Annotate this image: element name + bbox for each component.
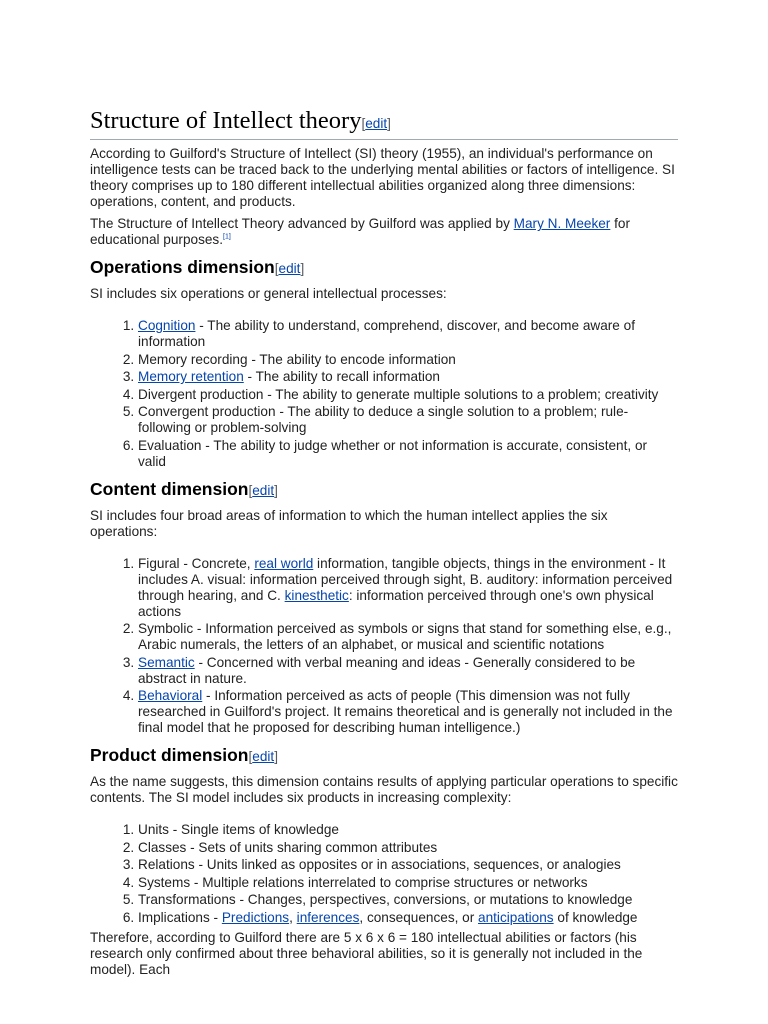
- content-edit-link[interactable]: edit: [252, 482, 275, 498]
- conclusion-paragraph: Therefore, according to Guilford there are 5 x 6 x 6 = 180 intellectual abilities or factors (his research only confirmed about three behavioral abilities, so it is generally not included in the model). Each: [90, 929, 643, 977]
- product-intro: As the name suggests, this dimension contains results of applying particular operations to specific contents. The SI model includes six products in increasing complexity:: [90, 774, 678, 805]
- operations-edit-link[interactable]: edit: [278, 261, 301, 276]
- article-body: [90, 106, 678, 984]
- operations-edit-section: [edit]: [274, 261, 305, 276]
- list-item: 3. Relations - Units linked as opposites or in associations, sequences, or analogies: [138, 857, 678, 873]
- list-item: 5. Convergent production - The ability to deduce a single solution to a problem; rule-following or problem-solving: [138, 404, 678, 436]
- list-item: 4. Systems - Multiple relations interrelated to comprise structures or networks: [138, 875, 678, 891]
- list-item: 3. Semantic - Concerned with verbal meaning and ideas - Generally considered to be abstract in nature.: [138, 655, 678, 687]
- product-edit-section: [edit]: [248, 749, 278, 764]
- kinesthetic-link[interactable]: kinesthetic: [284, 587, 349, 603]
- product-heading: Product dimension[edit]: [90, 745, 278, 765]
- memory-retention-link[interactable]: Memory retention: [138, 369, 244, 384]
- content-list: [90, 556, 678, 737]
- list-item: 3. Memory retention - The ability to recall information: [138, 369, 678, 385]
- anticipations-link[interactable]: anticipations: [478, 909, 554, 925]
- operations-heading: Operations dimension[edit]: [90, 257, 305, 277]
- behavioral-link[interactable]: Behavioral: [138, 688, 203, 703]
- list-item: 1. Figural - Concrete, real world information, tangible objects, things in the environment - It includes A. visual: information perceived through sight, B. auditory: information perceived through hearing, and C. kinesthetic: information perceived through one's own physical actions: [138, 556, 678, 620]
- semantic-link[interactable]: Semantic: [138, 654, 195, 670]
- meeker-paragraph: The Structure of Intellect Theory advanced by Guilford was applied by Mary N. Meeker for educational purposes.[1]: [90, 216, 630, 247]
- operations-intro: SI includes six operations or general intellectual processes:: [90, 286, 447, 301]
- title-text: Structure of Intellect theory: [90, 107, 362, 134]
- real-world-link[interactable]: real world: [254, 555, 314, 571]
- operations-list: [90, 318, 678, 470]
- list-item: 6. Evaluation - The ability to judge whether or not information is accurate, consistent, or valid: [138, 438, 678, 470]
- list-item: 6. Implications - Predictions, inferences, consequences, or anticipations of knowledge: [138, 910, 678, 926]
- predictions-link[interactable]: Predictions: [221, 909, 290, 925]
- list-item: 1. Cognition - The ability to understand, comprehend, discover, and become aware of information: [138, 318, 678, 350]
- list-item: 2. Memory recording - The ability to encode information: [138, 352, 678, 368]
- list-item: 2. Symbolic - Information perceived as symbols or signs that stand for something else, e.g., Arabic numerals, the letters of an alphabet, or musical and scientific notations: [138, 621, 678, 653]
- inferences-link[interactable]: inferences: [296, 909, 360, 925]
- content-heading: Content dimension[edit]: [90, 478, 278, 499]
- page-title: [90, 106, 678, 140]
- title-edit-link[interactable]: edit: [365, 116, 388, 131]
- product-list: [90, 822, 678, 926]
- content-edit-section: [edit]: [248, 482, 278, 498]
- content-intro: SI includes four broad areas of information to which the human intellect applies the six operations:: [90, 507, 608, 539]
- cognition-link[interactable]: Cognition: [138, 318, 196, 333]
- product-edit-link[interactable]: edit: [252, 749, 275, 764]
- list-item: 5. Transformations - Changes, perspectives, conversions, or mutations to knowledge: [138, 892, 678, 908]
- meeker-link[interactable]: Mary N. Meeker: [513, 216, 611, 231]
- title-edit-section: [edit]: [361, 116, 391, 131]
- intro-paragraph: According to Guilford's Structure of Intellect (SI) theory (1955), an individual's performance on intelligence tests can be traced back to the underlying mental abilities or factors of intelligence. SI theory comprises up to 180 different intellectual abilities organized along three dimensions: operations, content, and products.: [90, 146, 675, 209]
- list-item: 1. Units - Single items of knowledge: [138, 822, 678, 838]
- list-item: 4. Behavioral - Information perceived as acts of people (This dimension was not fully researched in Guilford's project. It remains theoretical and is generally not included in the final model that he proposed for describing human intelligence.): [138, 688, 678, 736]
- list-item: 2. Classes - Sets of units sharing common attributes: [138, 840, 678, 856]
- reference-1[interactable]: [1]: [223, 233, 231, 241]
- list-item: 4. Divergent production - The ability to generate multiple solutions to a problem; creativity: [138, 387, 678, 403]
